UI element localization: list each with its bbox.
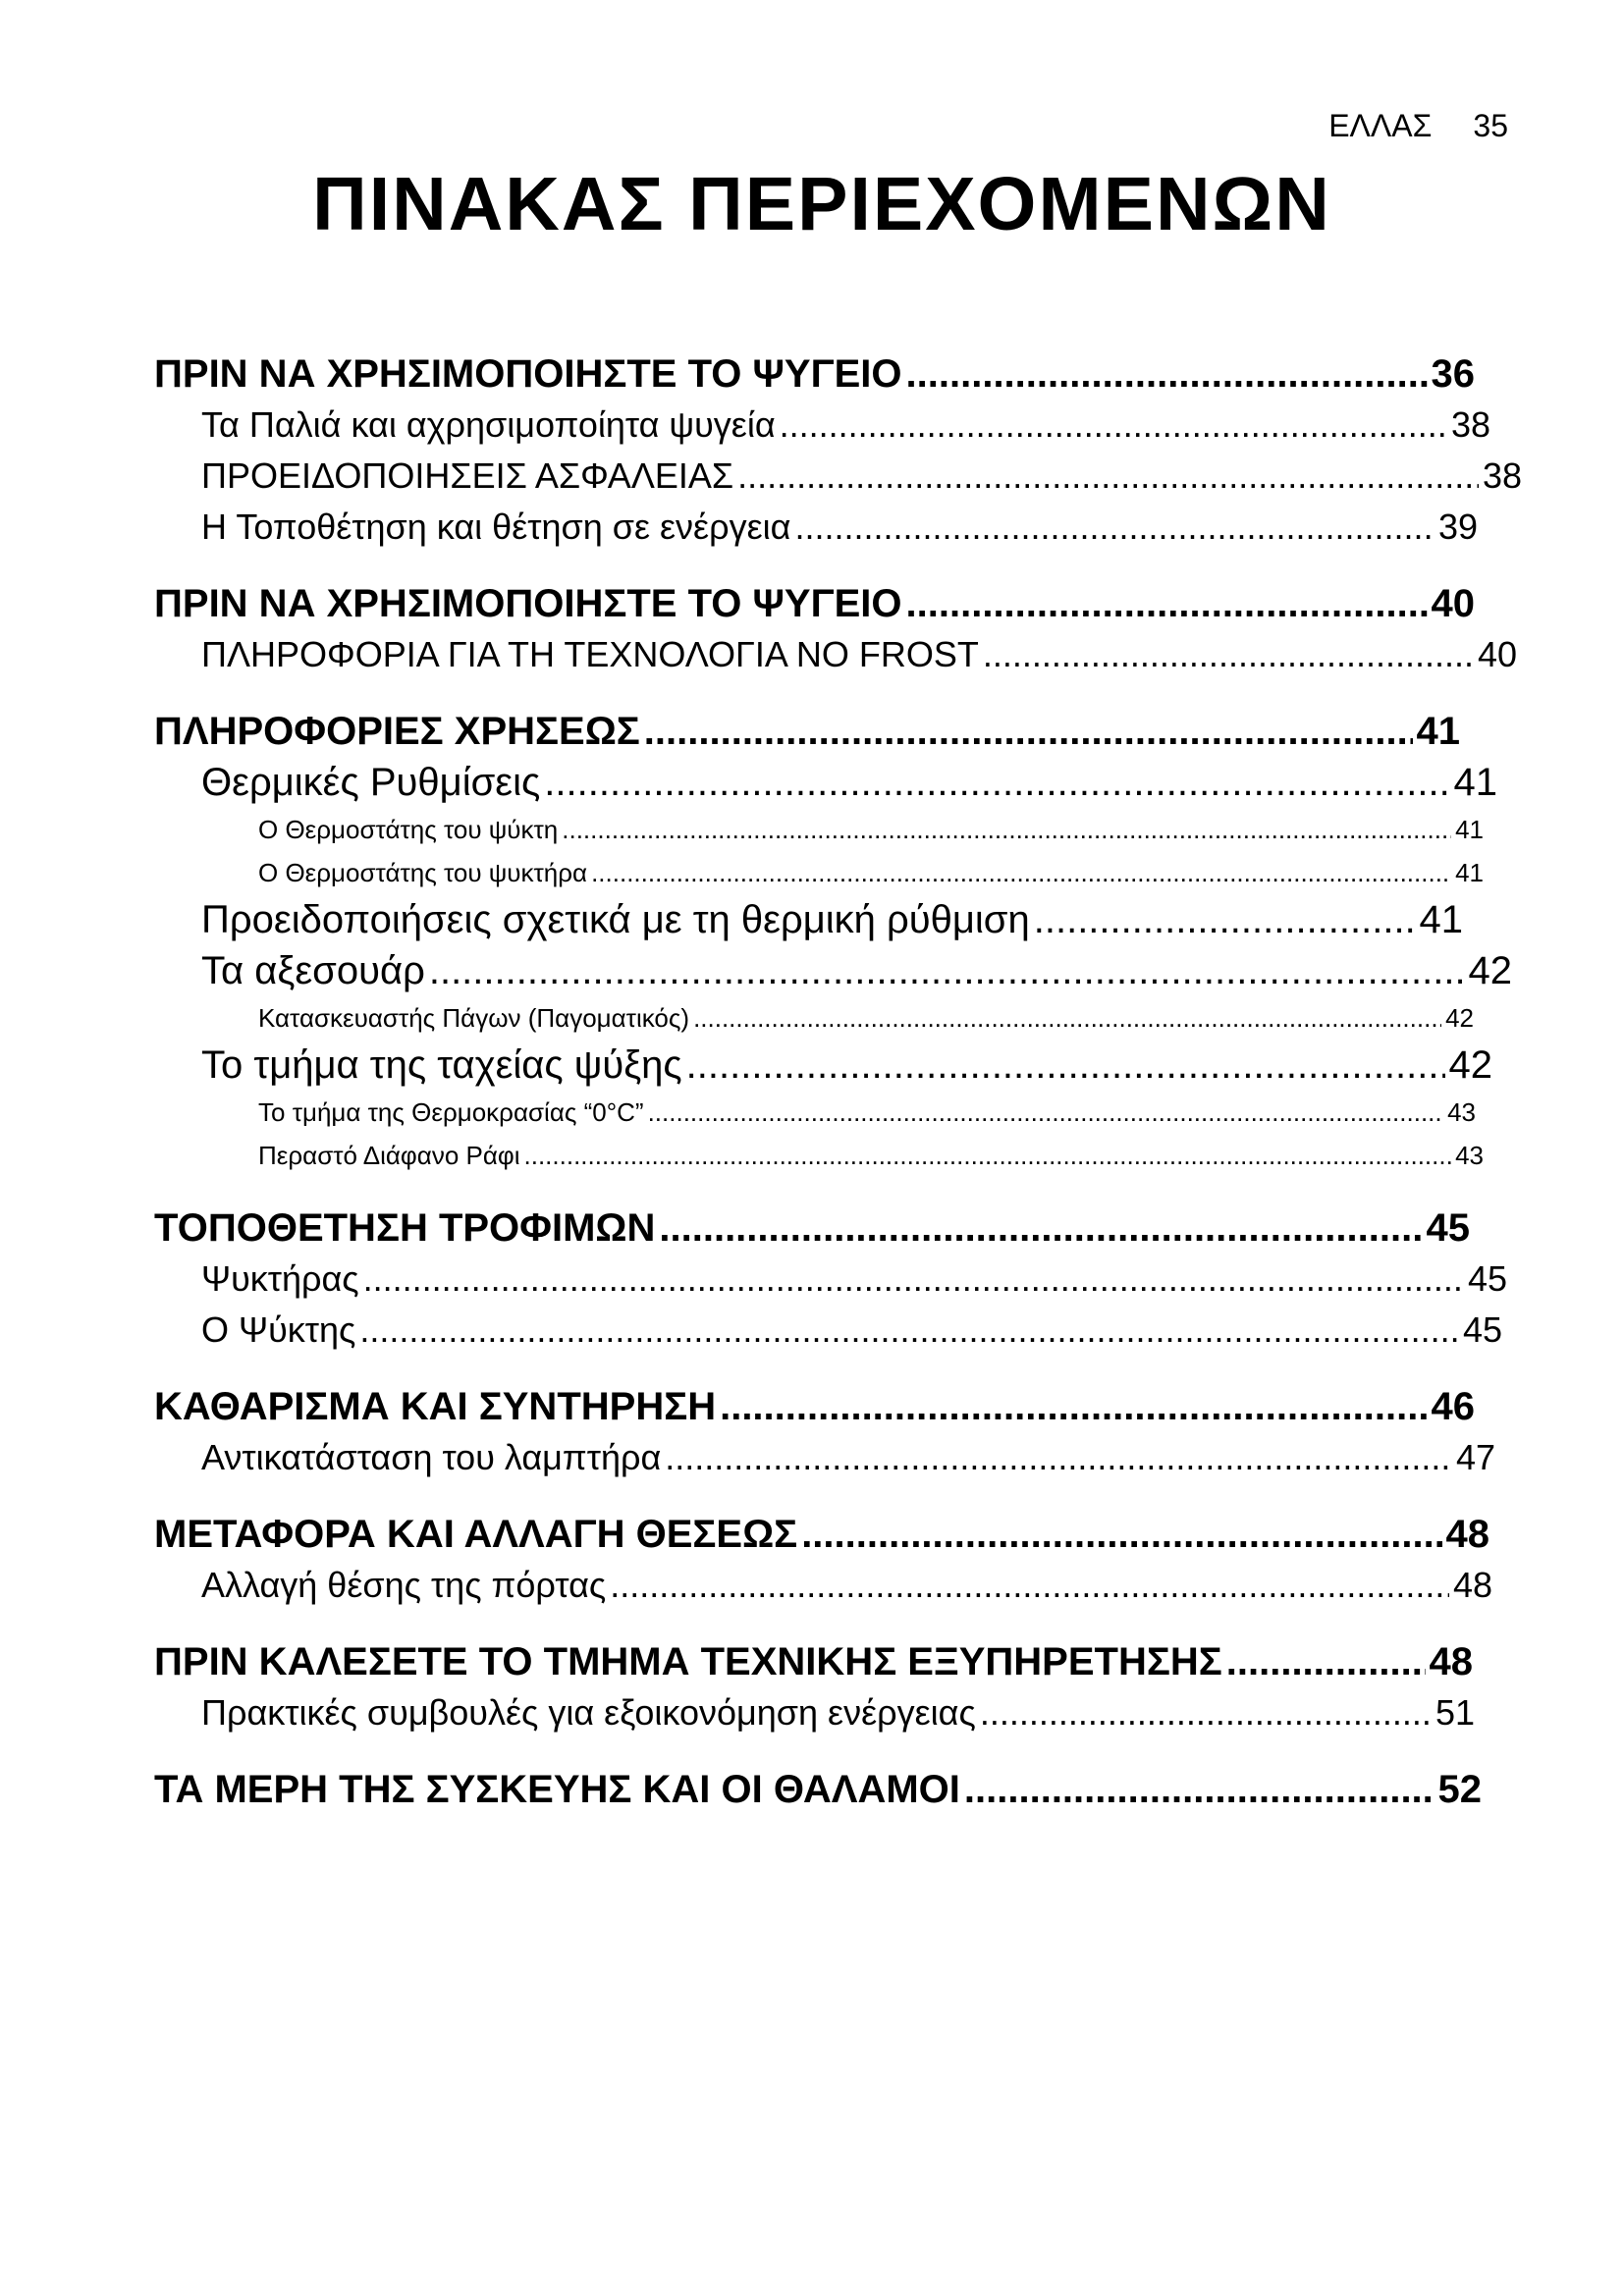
page-title: ΠΙΝΑΚΑΣ ΠΕΡΙΕΧΟΜΕΝΩΝ — [312, 162, 1331, 246]
leader-dots — [686, 1040, 1445, 1091]
toc-entry-page: 42 — [1448, 1043, 1492, 1087]
toc-entry-title: Περαστό Διάφανο Ράφι — [258, 1141, 520, 1170]
header-page-number: 35 — [1473, 108, 1508, 143]
toc-entry[interactable] — [201, 1687, 1475, 1738]
toc-entry-page: 41 — [1455, 858, 1484, 887]
toc-entry-title: Ψυκτήρας — [201, 1258, 359, 1299]
leader-dots — [363, 1254, 1464, 1305]
toc-entry[interactable] — [201, 1254, 1507, 1305]
toc-entry-title: ΠΛΗΡΟΦΟΡΙΑ ΓΙΑ ΤΗ ΤΕΧΝΟΛΟΓΙΑ NO FROST — [201, 634, 979, 674]
toc-entry-title: Το τμήμα της Θερμοκρασίας “0°C” — [258, 1097, 644, 1127]
toc-subentry[interactable] — [258, 851, 1484, 894]
toc-entry-page: 42 — [1468, 949, 1512, 992]
leader-dots — [429, 945, 1465, 996]
leader-dots — [964, 1764, 1435, 1815]
toc-section-entry[interactable] — [154, 1381, 1475, 1432]
toc-entry-page: 43 — [1455, 1141, 1484, 1170]
toc-section-entry[interactable] — [154, 348, 1475, 400]
toc-entry-page: 40 — [1477, 634, 1517, 674]
leader-dots — [906, 348, 1428, 400]
toc-entry[interactable] — [201, 1432, 1495, 1483]
toc-entry-page: 47 — [1455, 1437, 1495, 1477]
toc-entry-title: Το τμήμα της ταχείας ψύξης — [201, 1043, 682, 1087]
toc-entry-title: ΠΡΙΝ ΝΑ ΧΡΗΣΙΜΟΠΟΙΗΣΤΕ ΤΟ ΨΥΓΕΙΟ — [154, 582, 902, 625]
leader-dots — [610, 1560, 1449, 1611]
leader-dots — [644, 706, 1413, 757]
leader-dots — [524, 1134, 1452, 1177]
leader-dots — [648, 1091, 1444, 1134]
toc-entry-title: Αντικατάσταση του λαμπτήρα — [201, 1437, 662, 1477]
leader-dots — [1034, 894, 1416, 945]
toc-entry-page: 48 — [1429, 1640, 1473, 1683]
toc-entry[interactable] — [201, 629, 1517, 680]
toc-entry[interactable] — [201, 1305, 1502, 1356]
toc-entry-page: 41 — [1453, 761, 1497, 804]
toc-entry-page: 42 — [1445, 1003, 1474, 1033]
table-of-contents — [0, 348, 1624, 1815]
toc-entry[interactable] — [201, 502, 1478, 553]
toc-section-entry[interactable] — [154, 1509, 1489, 1560]
toc-entry-page: 38 — [1482, 455, 1522, 496]
toc-entry-page: 45 — [1462, 1309, 1502, 1350]
toc-entry-title: Τα αξεσουάρ — [201, 949, 425, 992]
leader-dots — [665, 1432, 1452, 1483]
toc-entry-title: ΤΟΠΟΘΕΤΗΣΗ ΤΡΟΦΙΜΩΝ — [154, 1206, 656, 1250]
toc-entry-title: ΠΡΙΝ ΝΑ ΧΡΗΣΙΜΟΠΟΙΗΣΤΕ ΤΟ ΨΥΓΕΙΟ — [154, 352, 902, 396]
toc-entry-title: Η Τοποθέτηση και θέτηση σε ενέργεια — [201, 507, 791, 547]
toc-entry-page: 52 — [1437, 1768, 1482, 1811]
leader-dots — [906, 578, 1428, 629]
leader-dots — [780, 400, 1447, 451]
toc-entry-page: 41 — [1416, 710, 1460, 753]
toc-section-entry[interactable] — [154, 706, 1460, 757]
leader-dots — [544, 757, 1449, 808]
leader-dots — [720, 1381, 1427, 1432]
toc-entry-title: Προειδοποιήσεις σχετικά με τη θερμική ρύθμιση — [201, 898, 1030, 941]
toc-entry-page: 40 — [1431, 582, 1475, 625]
leader-dots — [794, 502, 1435, 553]
toc-section-entry[interactable] — [154, 1636, 1473, 1687]
toc-entry[interactable] — [201, 400, 1490, 451]
header-section: ΕΛΛΑΣ — [1328, 108, 1433, 143]
toc-section-entry[interactable] — [154, 578, 1475, 629]
leader-dots — [659, 1202, 1422, 1254]
toc-entry-title: Τα Παλιά και αχρησιμοποίητα ψυγεία — [201, 404, 776, 445]
toc-entry-title: ΜΕΤΑΦΟΡΑ ΚΑΙ ΑΛΛΑΓΗ ΘΕΣΕΩΣ — [154, 1513, 798, 1556]
toc-entry-title: Ο Ψύκτης — [201, 1309, 356, 1350]
toc-entry-page: 45 — [1426, 1206, 1470, 1250]
leader-dots — [359, 1305, 1459, 1356]
toc-entry-page: 39 — [1437, 507, 1478, 547]
toc-entry-page: 51 — [1435, 1692, 1475, 1733]
toc-entry-title: Αλλαγή θέσης της πόρτας — [201, 1565, 607, 1605]
toc-entry-page: 38 — [1450, 404, 1490, 445]
toc-entry-title: Θερμικές Ρυθμίσεις — [201, 761, 541, 804]
toc-entry-title: Ο Θερμοστάτης του ψύκτη — [258, 815, 559, 844]
toc-entry-title: Κατασκευαστής Πάγων (Παγοματικός) — [258, 1003, 690, 1033]
toc-entry-page: 41 — [1419, 898, 1463, 941]
toc-entry-page: 45 — [1467, 1258, 1507, 1299]
toc-section-entry[interactable] — [154, 1202, 1470, 1254]
toc-entry[interactable] — [201, 757, 1497, 808]
toc-subentry[interactable] — [258, 1134, 1484, 1177]
toc-entry[interactable] — [201, 1040, 1492, 1091]
toc-entry-title: Ο Θερμοστάτης του ψυκτήρα — [258, 858, 588, 887]
toc-entry[interactable] — [201, 945, 1512, 996]
leader-dots — [801, 1509, 1441, 1560]
page-header — [1328, 106, 1508, 145]
leader-dots — [562, 808, 1451, 851]
toc-subentry[interactable] — [258, 996, 1474, 1040]
toc-entry-title: Πρακτικές συμβουλές για εξοικονόμηση ενέργειας — [201, 1692, 976, 1733]
toc-entry[interactable] — [201, 451, 1522, 502]
leader-dots — [1226, 1636, 1426, 1687]
toc-entry-title: ΤΑ ΜΕΡΗ ΤΗΣ ΣΥΣΚΕΥΗΣ ΚΑΙ ΟΙ ΘΑΛΑΜΟΙ — [154, 1768, 960, 1811]
toc-entry-page: 36 — [1431, 352, 1475, 396]
toc-entry-title: ΠΛΗΡΟΦΟΡΙΕΣ ΧΡΗΣΕΩΣ — [154, 710, 640, 753]
toc-entry-page: 41 — [1455, 815, 1484, 844]
leader-dots — [980, 1687, 1432, 1738]
toc-entry-page: 48 — [1452, 1565, 1492, 1605]
leader-dots — [693, 996, 1441, 1040]
toc-entry-title: ΚΑΘΑΡΙΣΜΑ ΚΑΙ ΣΥΝΤΗΡΗΣΗ — [154, 1385, 717, 1428]
toc-entry-page: 46 — [1431, 1385, 1475, 1428]
toc-entry-title: ΠΡΟΕΙΔΟΠΟΙΗΣΕΙΣ ΑΣΦΑΛΕΙΑΣ — [201, 455, 734, 496]
toc-entry-title: ΠΡΙΝ ΚΑΛΕΣΕΤΕ ΤΟ ΤΜΗΜΑ ΤΕΧΝΙΚΗΣ ΕΞΥΠΗΡΕΤΗΣΗΣ — [154, 1640, 1222, 1683]
leader-dots — [983, 629, 1474, 680]
toc-entry[interactable] — [201, 894, 1463, 945]
toc-entry-page: 48 — [1445, 1513, 1489, 1556]
toc-section-entry[interactable] — [154, 1764, 1482, 1815]
leader-dots — [591, 851, 1451, 894]
toc-entry[interactable] — [201, 1560, 1492, 1611]
toc-entry-page: 43 — [1447, 1097, 1476, 1127]
leader-dots — [737, 451, 1479, 502]
toc-subentry[interactable] — [258, 808, 1484, 851]
toc-subentry[interactable] — [258, 1091, 1476, 1134]
